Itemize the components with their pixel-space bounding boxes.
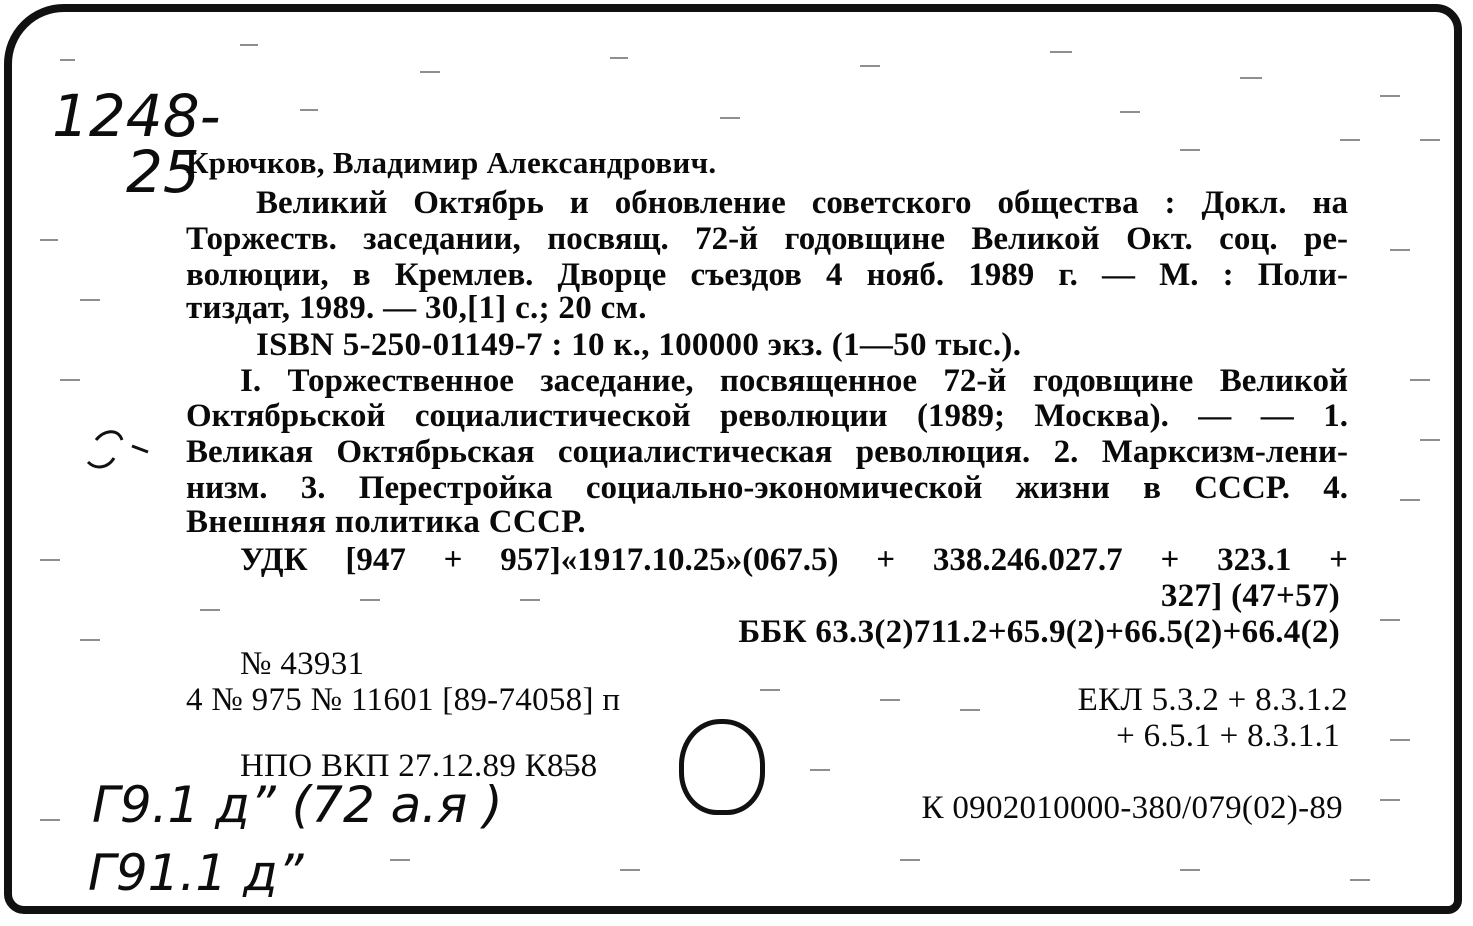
punched-hole [679, 719, 765, 815]
title-line-1: Великий Октябрь и обновление советского общества : Докл. на [256, 185, 1348, 221]
title-line-2: Торжеств. заседании, посвящ. 72-й годовщине Великой Окт. соц. ре- [186, 221, 1348, 257]
handwritten-shelf-code-1: 1248- [52, 82, 221, 150]
registry-line: 4 № 975 № 11601 [89-74058] п [186, 682, 621, 718]
title-line-3: волюции, в Кремлев. Дворце съездов 4 нояб. 1989 г. — М. : Поли- [186, 257, 1348, 293]
bbk-line: ББК 63.3(2)711.2+65.9(2)+66.5(2)+66.4(2) [738, 614, 1340, 650]
handwritten-shelf-code-2: 25 [126, 138, 200, 206]
author-heading: Крючков, Владимир Александрович. [186, 145, 717, 180]
ekl-line-1: ЕКЛ 5.3.2 + 8.3.1.2 [1077, 682, 1348, 718]
udk-line-1: УДК [947 + 957]«1917.10.25»(067.5) + 338.246.027.7 + 323.1 + [240, 542, 1348, 578]
handwritten-class-note-1: Г9.1 д” (72 а.я ) [92, 776, 503, 834]
ekl-line-2: + 6.5.1 + 8.3.1.1 [1116, 718, 1340, 754]
handwritten-class-note-2: Г91.1 д” [88, 844, 304, 902]
ink-smudge [88, 432, 148, 467]
udk-line-2: 327] (47+57) [1160, 578, 1340, 614]
card-number: № 43931 [240, 646, 365, 682]
subject-line-4: низм. 3. Перестройка социально-экономической жизни в СССР. 4. [186, 470, 1348, 506]
subject-line-2: Октябрьской социалистической революции (1989; Москва). — — 1. [186, 398, 1348, 434]
subject-line-3: Великая Октябрьская социалистическая революция. 2. Марксизм-лени- [186, 434, 1348, 470]
subject-line-1: I. Торжественное заседание, посвященное 72-й годовщине Великой [240, 363, 1348, 399]
npo-line: НПО ВКП 27.12.89 К858 [240, 748, 598, 784]
k-code-line: К 0902010000-380/079(02)-89 [921, 790, 1343, 826]
isbn-line: ISBN 5-250-01149-7 : 10 к., 100000 экз. (1—50 тыс.). [256, 327, 1022, 363]
subject-line-5: Внешняя политика СССР. [186, 504, 586, 540]
title-line-4: тиздат, 1989. — 30,[1] с.; 20 см. [186, 290, 647, 326]
